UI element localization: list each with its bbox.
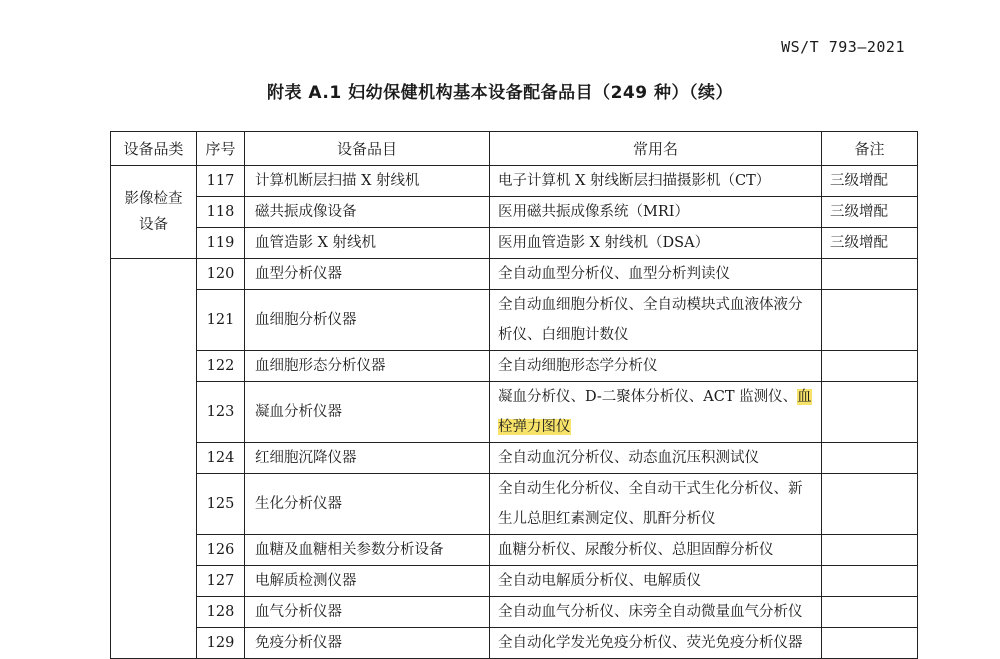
table-row [111, 290, 918, 351]
seq-cell: 118 [197, 197, 245, 228]
note-cell [822, 474, 918, 535]
column-header-category: 设备品类 [111, 132, 197, 166]
note-cell: 三级增配 [822, 197, 918, 228]
column-header-item: 设备品目 [245, 132, 490, 166]
item-cell: 免疫分析仪器 [245, 628, 490, 659]
seq-cell: 128 [197, 597, 245, 628]
note-cell [822, 382, 918, 443]
common-name-cell [490, 382, 822, 443]
highlighted-text: 血栓弹力图仪 [498, 389, 812, 435]
category-label: 影像检查 设备 [124, 191, 183, 233]
table-row [111, 197, 918, 228]
note-cell: 三级增配 [822, 228, 918, 259]
table-row [111, 351, 918, 382]
seq-cell: 119 [197, 228, 245, 259]
table-row [111, 628, 918, 659]
category-cell-imaging [111, 166, 197, 259]
item-cell: 电解质检测仪器 [245, 566, 490, 597]
note-cell [822, 259, 918, 290]
table-row [111, 566, 918, 597]
seq-cell: 122 [197, 351, 245, 382]
table-row [111, 597, 918, 628]
table-row [111, 382, 918, 443]
note-cell: 三级增配 [822, 166, 918, 197]
note-cell [822, 443, 918, 474]
common-name-cell: 全自动血型分析仪、血型分析判读仪 [490, 259, 822, 290]
seq-cell: 123 [197, 382, 245, 443]
seq-cell: 125 [197, 474, 245, 535]
item-cell: 磁共振成像设备 [245, 197, 490, 228]
item-cell: 红细胞沉降仪器 [245, 443, 490, 474]
table-row [111, 535, 918, 566]
common-name-cell: 全自动化学发光免疫分析仪、荧光免疫分析仪器 [490, 628, 822, 659]
seq-cell: 124 [197, 443, 245, 474]
common-name-cell: 全自动细胞形态学分析仪 [490, 351, 822, 382]
seq-cell: 127 [197, 566, 245, 597]
note-cell [822, 290, 918, 351]
seq-cell: 120 [197, 259, 245, 290]
column-header-note: 备注 [822, 132, 918, 166]
item-cell: 凝血分析仪器 [245, 382, 490, 443]
item-cell: 计算机断层扫描 X 射线机 [245, 166, 490, 197]
common-name-cell: 全自动电解质分析仪、电解质仪 [490, 566, 822, 597]
note-cell [822, 566, 918, 597]
table-header-row [111, 132, 918, 166]
item-cell: 血型分析仪器 [245, 259, 490, 290]
common-name-text: 凝血分析仪、D-二聚体分析仪、ACT 监测仪、 [498, 389, 798, 405]
note-cell [822, 628, 918, 659]
common-name-cell: 医用磁共振成像系统（MRI） [490, 197, 822, 228]
table-row [111, 259, 918, 290]
note-cell [822, 351, 918, 382]
common-name-cell: 全自动血细胞分析仪、全自动模块式血液体液分析仪、白细胞计数仪 [490, 290, 822, 351]
column-header-seq: 序号 [197, 132, 245, 166]
common-name-cell: 全自动血沉分析仪、动态血沉压积测试仪 [490, 443, 822, 474]
seq-cell: 117 [197, 166, 245, 197]
common-name-cell: 全自动生化分析仪、全自动干式生化分析仪、新生儿总胆红素测定仪、肌酐分析仪 [490, 474, 822, 535]
table-row [111, 443, 918, 474]
table-title: 附表 A.1 妇幼保健机构基本设备配备品目（249 种）（续） [267, 83, 733, 103]
common-name-cell: 全自动血气分析仪、床旁全自动微量血气分析仪 [490, 597, 822, 628]
seq-cell: 121 [197, 290, 245, 351]
common-name-cell: 医用血管造影 X 射线机（DSA） [490, 228, 822, 259]
note-cell [822, 535, 918, 566]
common-name-cell: 电子计算机 X 射线断层扫描摄影机（CT） [490, 166, 822, 197]
column-header-common-name: 常用名 [490, 132, 822, 166]
common-name-cell: 血糖分析仪、尿酸分析仪、总胆固醇分析仪 [490, 535, 822, 566]
table-row [111, 474, 918, 535]
item-cell: 血细胞分析仪器 [245, 290, 490, 351]
item-cell: 血气分析仪器 [245, 597, 490, 628]
seq-cell: 126 [197, 535, 245, 566]
item-cell: 血细胞形态分析仪器 [245, 351, 490, 382]
item-cell: 血糖及血糖相关参数分析设备 [245, 535, 490, 566]
equipment-catalog-table [110, 131, 918, 659]
table-row [111, 228, 918, 259]
item-cell: 血管造影 X 射线机 [245, 228, 490, 259]
seq-cell: 129 [197, 628, 245, 659]
category-cell-lab [111, 259, 197, 659]
standard-code: WS/T 793—2021 [781, 38, 905, 56]
table-row [111, 166, 918, 197]
item-cell: 生化分析仪器 [245, 474, 490, 535]
note-cell [822, 597, 918, 628]
